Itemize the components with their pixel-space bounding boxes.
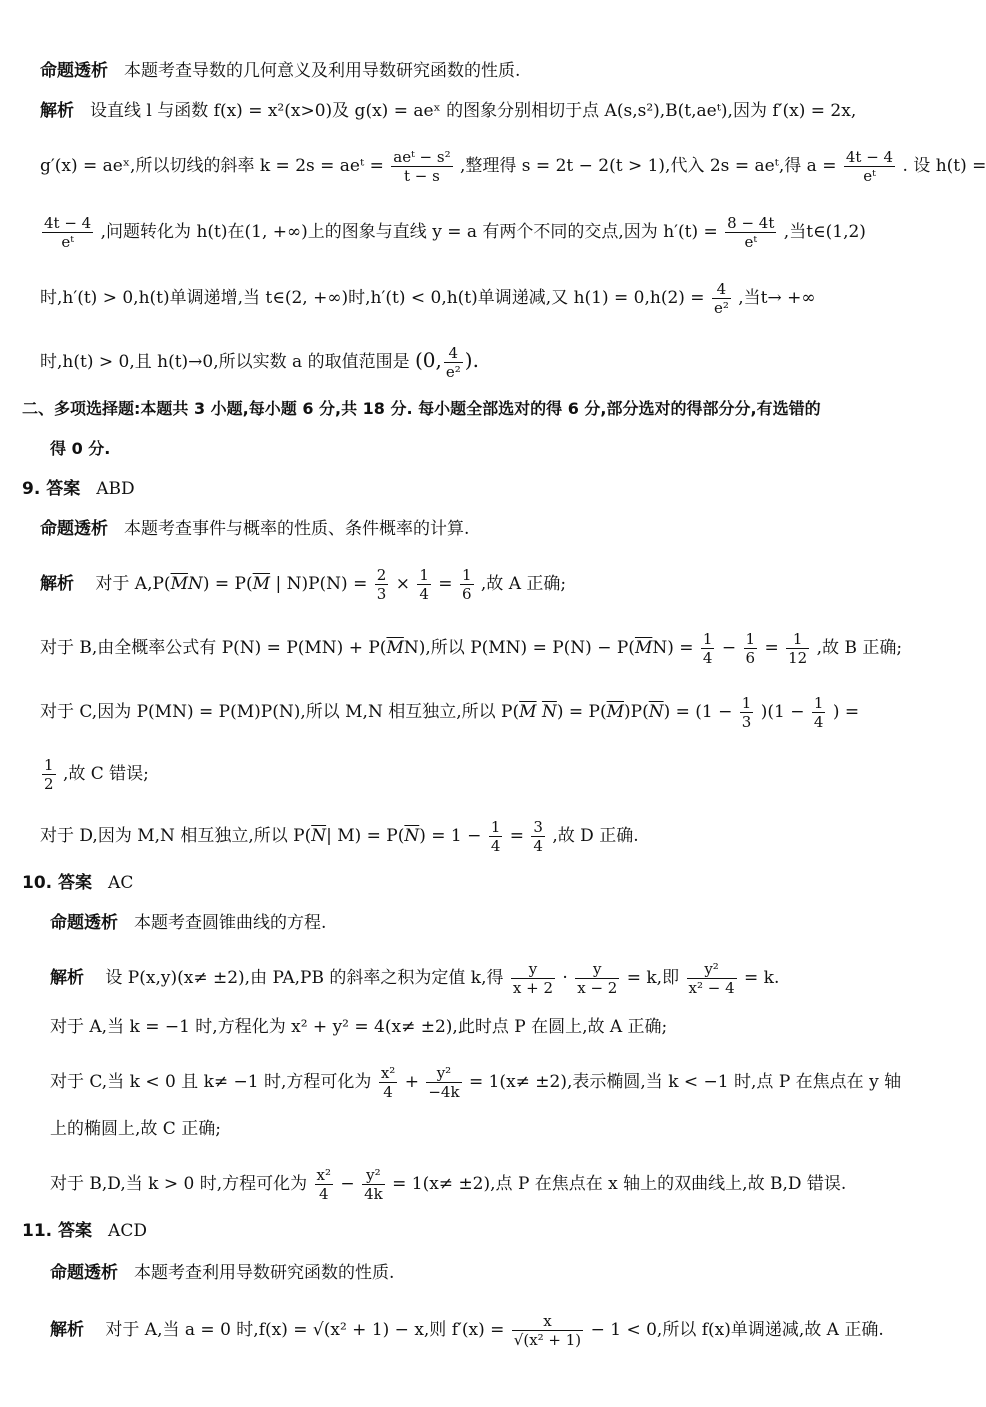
m-bar: $\overline{M}$ bbox=[170, 574, 188, 594]
solution-label: 解析 bbox=[50, 968, 84, 988]
text: (0, bbox=[414, 348, 442, 372]
numerator: x bbox=[512, 1312, 583, 1331]
fraction bbox=[511, 960, 555, 997]
m-bar: $\overline{M}$ bbox=[252, 574, 271, 594]
analysis-text: 本题考查圆锥曲线的方程. bbox=[134, 913, 327, 933]
fraction bbox=[512, 1312, 583, 1349]
analysis-label: 命题透析 bbox=[50, 913, 118, 933]
fraction bbox=[531, 818, 545, 855]
text: | N)P(N) = bbox=[275, 574, 368, 594]
answer-value: ACD bbox=[108, 1221, 147, 1241]
numerator: y² bbox=[687, 960, 737, 979]
section-title-text: 二、多项选择题:本题共 3 小题,每小题 6 分,共 18 分. 每小题全部选对的得 6 分,部分选对的得部分分,有选错的 bbox=[22, 399, 821, 418]
text: ) = 1 − bbox=[419, 826, 482, 846]
numerator: 1 bbox=[786, 630, 809, 649]
q9-line-d bbox=[40, 818, 639, 855]
text: )(1 − bbox=[760, 702, 805, 722]
numerator: 1 bbox=[419, 566, 429, 584]
fraction bbox=[725, 214, 776, 251]
text: ,当t∈(1,2) bbox=[783, 222, 866, 242]
fraction bbox=[42, 214, 93, 251]
text: ,当t→ +∞ bbox=[738, 288, 816, 308]
denominator: 4 bbox=[318, 1185, 329, 1203]
intro-line bbox=[40, 60, 520, 82]
numerator: 3 bbox=[533, 818, 543, 836]
text: + bbox=[404, 1072, 419, 1092]
text: = k,即 bbox=[626, 968, 680, 988]
fraction bbox=[744, 630, 758, 667]
solution-line-5 bbox=[40, 344, 479, 381]
n: N bbox=[187, 574, 203, 594]
numerator: 1 bbox=[813, 694, 824, 712]
denominator: x − 2 bbox=[577, 979, 618, 997]
numerator: 2 bbox=[376, 566, 387, 584]
numerator: y bbox=[511, 960, 555, 979]
q10-setup bbox=[50, 960, 779, 997]
solution-line-2 bbox=[40, 148, 986, 185]
analysis-text: 本题考查导数的几何意义及利用导数研究函数的性质. bbox=[124, 61, 521, 81]
denominator: x + 2 bbox=[512, 979, 553, 997]
denominator: e² bbox=[713, 299, 729, 317]
text: = bbox=[509, 826, 525, 846]
numerator: y bbox=[575, 960, 619, 979]
text: ,故 C 错误; bbox=[62, 764, 149, 784]
text: 对于 C,当 k < 0 且 k≠ −1 时,方程可化为 bbox=[50, 1072, 372, 1092]
text: ,故 B 正确; bbox=[816, 638, 903, 658]
text: − bbox=[340, 1174, 355, 1194]
solution-line-3 bbox=[40, 214, 866, 251]
denominator: 4k bbox=[364, 1185, 383, 1203]
numerator: y² bbox=[426, 1064, 461, 1083]
denominator: 6 bbox=[461, 585, 472, 603]
numerator: 4t − 4 bbox=[44, 214, 92, 232]
denominator: 4 bbox=[702, 649, 713, 667]
text: − bbox=[721, 638, 737, 658]
solution-label: 解析 bbox=[50, 1320, 84, 1340]
text: ) = P( bbox=[202, 574, 253, 594]
denominator: eᵗ bbox=[863, 167, 876, 185]
fraction bbox=[375, 566, 389, 603]
q9-line-b bbox=[40, 630, 902, 667]
q10-analysis bbox=[50, 912, 326, 934]
numerator: 1 bbox=[702, 630, 713, 648]
denominator: 3 bbox=[741, 713, 752, 731]
text: N),所以 P(MN) = P(N) − P( bbox=[403, 638, 635, 658]
m-bar: $\overline{M}$ bbox=[386, 638, 404, 658]
text: 时,h(t) > 0,且 h(t)→0,所以实数 a 的取值范围是 bbox=[40, 352, 410, 372]
answer-label: 10. 答案 bbox=[22, 873, 93, 893]
denominator: 4 bbox=[533, 837, 543, 855]
analysis-text: 本题考查利用导数研究函数的性质. bbox=[134, 1263, 395, 1283]
q11-answer bbox=[22, 1220, 147, 1242]
denominator: 12 bbox=[788, 649, 808, 667]
text: g′(x) = aeˣ,所以切线的斜率 k = 2s = aeᵗ = bbox=[40, 156, 384, 176]
denominator: 4 bbox=[383, 1083, 393, 1101]
text: 对于 A,当 a = 0 时,f(x) = √(x² + 1) − x,则 f′(x) = bbox=[105, 1320, 505, 1340]
denominator: e² bbox=[445, 363, 461, 381]
text: ) = P( bbox=[556, 702, 607, 722]
text: 时,h′(t) > 0,h(t)单调递增,当 t∈(2, +∞)时,h′(t) < 0,h(t)单调递减,又 h(1) = 0,h(2) = bbox=[40, 288, 705, 308]
denominator: t − s bbox=[404, 167, 440, 185]
q9-analysis bbox=[40, 518, 469, 540]
fraction bbox=[489, 818, 503, 855]
section-title-2 bbox=[50, 438, 110, 460]
fraction bbox=[844, 148, 895, 185]
denominator: 4 bbox=[419, 585, 429, 603]
numerator: aeᵗ − s² bbox=[393, 148, 451, 166]
fraction bbox=[575, 960, 619, 997]
answer-value: ABD bbox=[96, 479, 135, 499]
denominator: 6 bbox=[745, 649, 756, 667]
text: ) = bbox=[832, 702, 860, 722]
text: ,故 A 正确; bbox=[480, 574, 567, 594]
text: 对于 A,当 k = −1 时,方程化为 x² + y² = 4(x≠ ±2),此时点 P 在圆上,故 A 正确; bbox=[50, 1017, 668, 1037]
analysis-label: 命题透析 bbox=[50, 1263, 118, 1283]
numerator: 1 bbox=[44, 756, 54, 774]
fraction bbox=[315, 1166, 333, 1203]
numerator: 4t − 4 bbox=[845, 148, 894, 166]
fraction bbox=[460, 566, 474, 603]
text: = k. bbox=[744, 968, 780, 988]
numerator: 1 bbox=[745, 630, 756, 648]
text: )P( bbox=[624, 702, 649, 722]
denominator: x² − 4 bbox=[688, 979, 735, 997]
analysis-text: 本题考查事件与概率的性质、条件概率的计算. bbox=[124, 519, 470, 539]
denominator: eᵗ bbox=[61, 233, 74, 251]
text: 上的椭圆上,故 C 正确; bbox=[50, 1119, 221, 1139]
text: ). bbox=[464, 348, 479, 372]
denominator: eᵗ bbox=[744, 233, 758, 251]
numerator: x² bbox=[316, 1166, 331, 1184]
denominator: −4k bbox=[428, 1083, 460, 1101]
q10-line-c bbox=[50, 1064, 901, 1101]
numerator: y² bbox=[362, 1166, 385, 1185]
q9-line-c bbox=[40, 694, 859, 731]
q9-line-a bbox=[40, 566, 566, 603]
solution-line-1 bbox=[40, 100, 856, 122]
analysis-label: 命题透析 bbox=[40, 61, 108, 81]
q10-line-bd bbox=[50, 1166, 846, 1203]
section-title-text: 得 0 分. bbox=[50, 439, 111, 458]
n-bar: $\overline{N}$ bbox=[404, 826, 420, 846]
fraction bbox=[362, 1166, 385, 1203]
numerator: 8 − 4t bbox=[727, 214, 775, 232]
analysis-label: 命题透析 bbox=[40, 519, 108, 539]
text: ) = bbox=[663, 702, 690, 722]
m-bar: $\overline{M}$ bbox=[606, 702, 625, 722]
solution-label: 解析 bbox=[40, 574, 74, 594]
numerator: 1 bbox=[490, 818, 501, 836]
text: ,问题转化为 h(t)在(1, +∞)上的图象与直线 y = a 有两个不同的交点,因为 h′(t) = bbox=[100, 222, 718, 242]
text: N) = bbox=[652, 638, 694, 658]
fraction bbox=[740, 694, 754, 731]
n-bar: $\overline{N}$ bbox=[648, 702, 664, 722]
denominator: 3 bbox=[376, 585, 387, 603]
text: = bbox=[764, 638, 779, 658]
solution-text: 设直线 l 与函数 f(x) = x²(x>0)及 g(x) = aeˣ 的图象分别相切于点 A(s,s²),B(t,aeᵗ),因为 f′(x) = 2x, bbox=[90, 101, 857, 121]
fraction bbox=[417, 566, 431, 603]
denominator: 4 bbox=[813, 713, 824, 731]
q10-line-a bbox=[50, 1016, 667, 1038]
text: ,故 D 正确. bbox=[552, 826, 639, 846]
answer-value: AC bbox=[108, 873, 134, 893]
numerator: 4 bbox=[712, 280, 731, 299]
q10-line-c2 bbox=[50, 1118, 221, 1140]
numerator: 1 bbox=[741, 694, 752, 712]
numerator: 1 bbox=[461, 566, 472, 584]
solution-line-4 bbox=[40, 280, 816, 317]
fraction bbox=[379, 1064, 397, 1101]
fraction bbox=[701, 630, 715, 667]
text: 对于 C,因为 P(MN) = P(M)P(N),所以 M,N 相互独立,所以 P( bbox=[40, 702, 520, 722]
text: · bbox=[562, 968, 568, 988]
denominator: 2 bbox=[44, 775, 54, 793]
m-bar: $\overline{M}$ bbox=[519, 702, 537, 722]
text: = 1(x≠ ±2),点 P 在焦点在 x 轴上的双曲线上,故 B,D 错误. bbox=[392, 1174, 847, 1194]
text: 对于 A,P( bbox=[95, 574, 171, 594]
fraction bbox=[786, 630, 809, 667]
n-bar: $\overline{N}$ bbox=[541, 702, 557, 722]
text: 对于 B,D,当 k > 0 时,方程可化为 bbox=[50, 1174, 308, 1194]
fraction bbox=[812, 694, 826, 731]
fraction bbox=[391, 148, 452, 185]
text: (1 − bbox=[695, 702, 733, 722]
text: × bbox=[395, 574, 410, 594]
text: . 设 h(t) = bbox=[902, 156, 986, 176]
text: = bbox=[438, 574, 453, 594]
fraction bbox=[444, 344, 463, 381]
text: 设 P(x,y)(x≠ ±2),由 PA,PB 的斜率之积为定值 k,得 bbox=[105, 968, 504, 988]
numerator: 4 bbox=[444, 344, 463, 363]
text: ,整理得 s = 2t − 2(t > 1),代入 2s = aeᵗ,得 a = bbox=[460, 156, 837, 176]
fraction bbox=[42, 756, 56, 793]
answer-label: 11. 答案 bbox=[22, 1221, 93, 1241]
denominator: 4 bbox=[490, 837, 501, 855]
section-title bbox=[22, 398, 821, 420]
fraction bbox=[687, 960, 737, 997]
solution-label: 解析 bbox=[40, 101, 74, 121]
text: − 1 < 0,所以 f(x)单调递减,故 A 正确. bbox=[590, 1320, 884, 1340]
text: 对于 D,因为 M,N 相互独立,所以 P( bbox=[40, 826, 312, 846]
numerator: x² bbox=[380, 1064, 396, 1082]
text: | M) = P( bbox=[326, 826, 405, 846]
fraction bbox=[426, 1064, 461, 1101]
q9-answer bbox=[22, 478, 135, 500]
text: 对于 B,由全概率公式有 P(N) = P(MN) + P( bbox=[40, 638, 387, 658]
m-bar: $\overline{M}$ bbox=[634, 638, 653, 658]
text: = 1(x≠ ±2),表示椭圆,当 k < −1 时,点 P 在焦点在 y 轴 bbox=[468, 1072, 902, 1092]
q11-analysis bbox=[50, 1262, 394, 1284]
q11-line-a bbox=[50, 1312, 884, 1349]
q9-line-c2 bbox=[40, 756, 149, 793]
answer-label: 9. 答案 bbox=[22, 479, 81, 499]
denominator: √(x² + 1) bbox=[513, 1331, 582, 1349]
n-bar: $\overline{N}$ bbox=[311, 826, 327, 846]
q10-answer bbox=[22, 872, 133, 894]
fraction bbox=[712, 280, 731, 317]
